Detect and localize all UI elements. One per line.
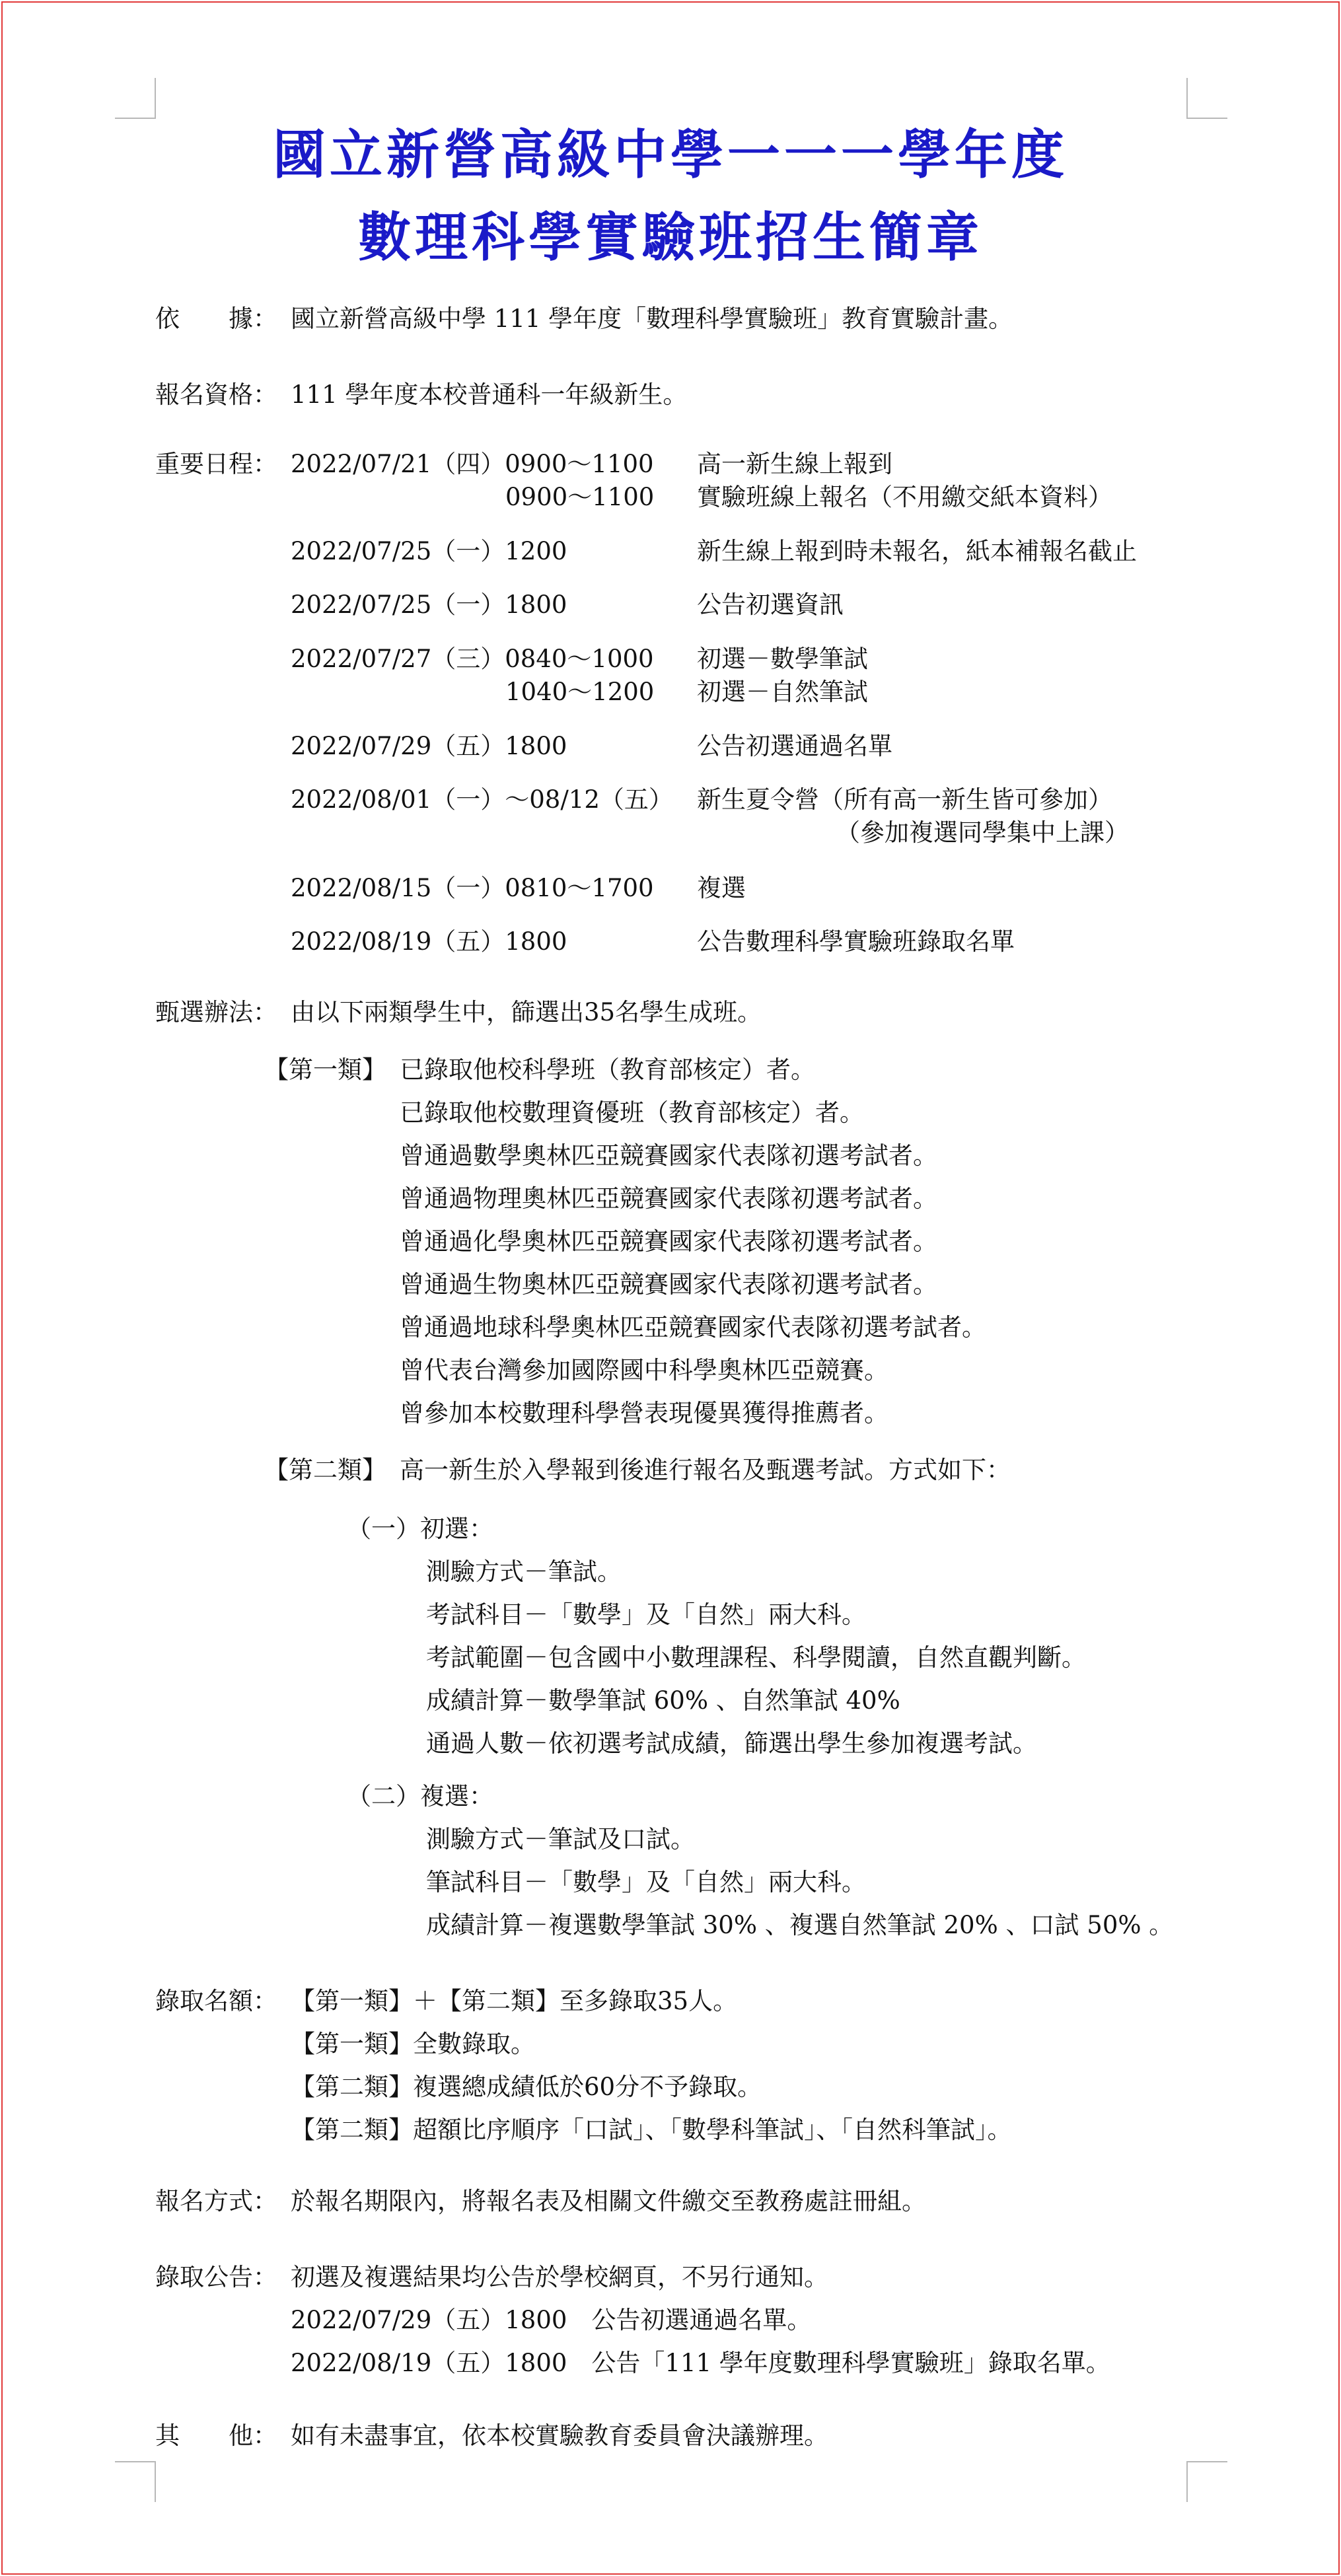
schedule-date: 2022/07/21（四）0900～1100 (291, 450, 654, 478)
prelim-item: 測驗方式－筆試。 (426, 1557, 622, 1586)
category2-tag: 【第二類】 (264, 1456, 386, 1484)
schedule-event: （參加複選同學集中上課） (836, 818, 1129, 847)
schedule-date: 2022/07/27（三）0840～1000 (291, 645, 654, 673)
category1-item: 曾代表台灣參加國際國中科學奧林匹亞競賽。 (400, 1356, 888, 1384)
announce-item: 2022/08/19（五）1800 公告「111 學年度數理科學實驗班」錄取名單。 (291, 2349, 1110, 2377)
schedule-date: 1040～1200 (505, 678, 655, 706)
schedule-event: 新生夏令營（所有高一新生皆可參加） (697, 785, 1112, 814)
quota-item: 【第一類】＋【第二類】至多錄取35人。 (291, 1987, 738, 2015)
selection-intro: 由以下兩類學生中，篩選出35名學生成班。 (291, 998, 762, 1026)
category1-item: 已錄取他校數理資優班（教育部核定）者。 (400, 1098, 864, 1127)
prelim-item: 成績計算－數學筆試 60% 、自然筆試 40% (426, 1686, 900, 1715)
announce-label: 錄取公告： (155, 2263, 277, 2291)
schedule-date: 2022/07/29（五）1800 (291, 732, 567, 760)
category1-item: 曾參加本校數理科學營表現優異獲得推薦者。 (400, 1399, 888, 1427)
other-text: 如有未盡事宜，依本校實驗教育委員會決議辦理。 (291, 2421, 828, 2450)
basis-text: 國立新營高級中學 111 學年度「數理科學實驗班」教育實驗計畫。 (291, 304, 1013, 333)
document-title-line1: 國立新營高級中學一一一學年度 (273, 124, 1068, 186)
document-title-line2: 數理科學實驗班招生簡章 (358, 206, 983, 268)
schedule-date: 2022/07/25（一）1800 (291, 590, 567, 619)
schedule-event: 公告初選通過名單 (697, 732, 892, 760)
schedule-label: 重要日程： (155, 450, 277, 478)
prelim-item: 考試範圍－包含國中小數理課程、科學閱讀，自然直觀判斷。 (426, 1643, 1086, 1672)
quota-label: 錄取名額： (155, 1987, 277, 2015)
schedule-event: 公告數理科學實驗班錄取名單 (697, 927, 1015, 956)
basis-label: 依 據： (155, 304, 277, 333)
schedule-event: 初選－自然筆試 (697, 678, 868, 706)
schedule-date: 2022/07/25（一）1200 (291, 537, 567, 565)
schedule-date: 2022/08/19（五）1800 (291, 927, 567, 956)
schedule-event: 實驗班線上報名（不用繳交紙本資料） (697, 483, 1112, 511)
eligibility-label: 報名資格： (155, 380, 277, 409)
category1-item: 曾通過物理奧林匹亞競賽國家代表隊初選考試者。 (400, 1184, 937, 1213)
final-heading: （二）複選： (347, 1782, 493, 1810)
category1-tag: 【第一類】 (264, 1055, 386, 1084)
announce-text: 初選及複選結果均公告於學校網頁，不另行通知。 (291, 2263, 828, 2291)
category2-text: 高一新生於入學報到後進行報名及甄選考試。方式如下： (400, 1456, 1011, 1484)
category1-item: 曾通過地球科學奧林匹亞競賽國家代表隊初選考試者。 (400, 1313, 986, 1342)
schedule-event: 初選－數學筆試 (697, 645, 868, 673)
schedule-date: 2022/08/01（一）～08/12（五） (291, 785, 673, 814)
schedule-event: 公告初選資訊 (697, 590, 844, 619)
category1-item: 曾通過生物奧林匹亞競賽國家代表隊初選考試者。 (400, 1270, 937, 1299)
quota-item: 【第一類】全數錄取。 (291, 2030, 535, 2058)
eligibility-text: 111 學年度本校普通科一年級新生。 (291, 380, 688, 409)
schedule-date: 2022/08/15（一）0810～1700 (291, 874, 654, 902)
final-item: 筆試科目－「數學」及「自然」兩大科。 (426, 1868, 866, 1896)
selection-label: 甄選辦法： (155, 998, 277, 1026)
schedule-date: 0900～1100 (505, 483, 655, 511)
category1-item: 已錄取他校科學班（教育部核定）者。 (400, 1055, 815, 1084)
schedule-event: 新生線上報到時未報名，紙本補報名截止 (697, 537, 1137, 565)
announce-item: 2022/07/29（五）1800 公告初選通過名單。 (291, 2306, 812, 2334)
prelim-item: 通過人數－依初選考試成績，篩選出學生參加複選考試。 (426, 1729, 1037, 1758)
schedule-event: 複選 (697, 874, 746, 902)
prelim-heading: （一）初選： (347, 1515, 493, 1543)
schedule-event: 高一新生線上報到 (697, 450, 892, 478)
crop-mark-bottom-right (1186, 2461, 1227, 2502)
category1-item: 曾通過化學奧林匹亞競賽國家代表隊初選考試者。 (400, 1227, 937, 1256)
method-label: 報名方式： (155, 2187, 277, 2215)
final-item: 成績計算－複選數學筆試 30% 、複選自然筆試 20% 、口試 50% 。 (426, 1911, 1174, 1939)
final-item: 測驗方式－筆試及口試。 (426, 1825, 695, 1853)
quota-item: 【第二類】超額比序順序「口試」、「數學科筆試」、「自然科筆試」。 (291, 2116, 1012, 2144)
other-label: 其 他： (155, 2421, 277, 2450)
crop-mark-bottom-left (115, 2461, 156, 2502)
quota-item: 【第二類】複選總成績低於60分不予錄取。 (291, 2073, 762, 2101)
prelim-item: 考試科目－「數學」及「自然」兩大科。 (426, 1600, 866, 1629)
category1-item: 曾通過數學奧林匹亞競賽國家代表隊初選考試者。 (400, 1141, 937, 1170)
method-text: 於報名期限內，將報名表及相關文件繳交至教務處註冊組。 (291, 2187, 926, 2215)
